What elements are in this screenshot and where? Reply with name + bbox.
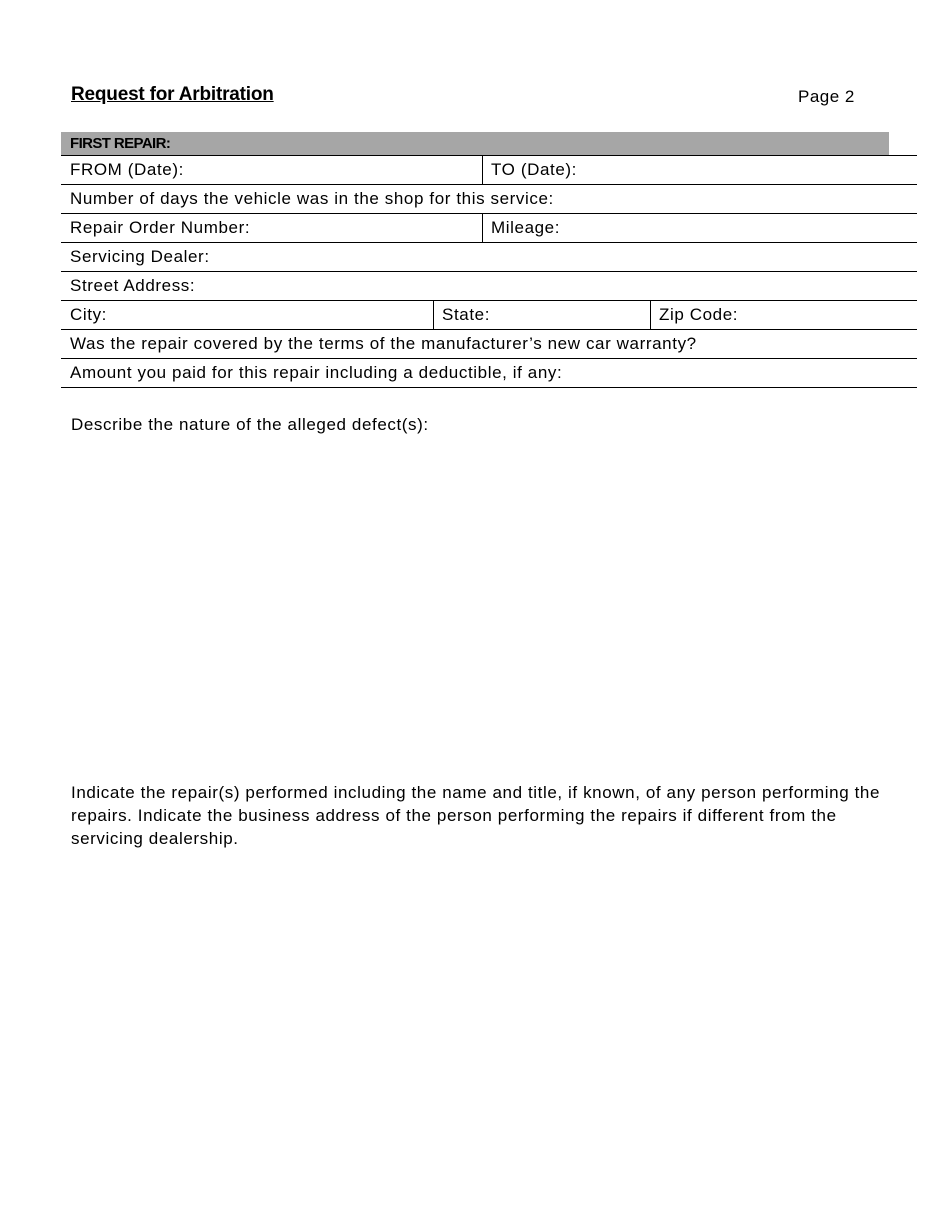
indicate-repairs-prompt: Indicate the repair(s) performed including the name and title, if known, of any person performing the repairs. Indicate the business address of the person performing the repairs if different from the servicing dealership. [71,783,881,848]
days-in-shop-field[interactable]: Number of days the vehicle was in the shop for this service: [70,189,554,208]
warranty-question-field[interactable]: Was the repair covered by the terms of the manufacturer’s new car warranty? [70,334,697,353]
amount-paid-field[interactable]: Amount you paid for this repair including a deductible, if any: [70,363,563,382]
repair-order-number-field[interactable]: Repair Order Number: [70,218,251,237]
page-title: Request for Arbitration [71,84,274,105]
street-address-field[interactable]: Street Address: [70,276,196,295]
page-number: Page 2 [798,87,855,106]
form-row-dealer [61,242,917,271]
zip-code-field[interactable]: Zip Code: [650,301,917,329]
describe-defects-prompt: Describe the nature of the alleged defect(s): [71,415,429,434]
servicing-dealer-field[interactable]: Servicing Dealer: [70,247,210,266]
form-row-street [61,271,917,300]
to-date-field[interactable]: TO (Date): [482,156,917,184]
form-row-amount [61,358,917,388]
form-row-warranty [61,329,917,358]
state-field[interactable]: State: [433,301,650,329]
from-date-field[interactable]: FROM (Date): [70,160,184,179]
form-row-dates [61,155,917,184]
city-field[interactable]: City: [70,305,107,324]
form-row-repair-order [61,213,917,242]
first-repair-form [61,132,917,388]
form-row-days [61,184,917,213]
section-header-first-repair: FIRST REPAIR: [61,132,889,155]
mileage-field[interactable]: Mileage: [482,214,917,242]
form-row-city-state-zip [61,300,917,329]
